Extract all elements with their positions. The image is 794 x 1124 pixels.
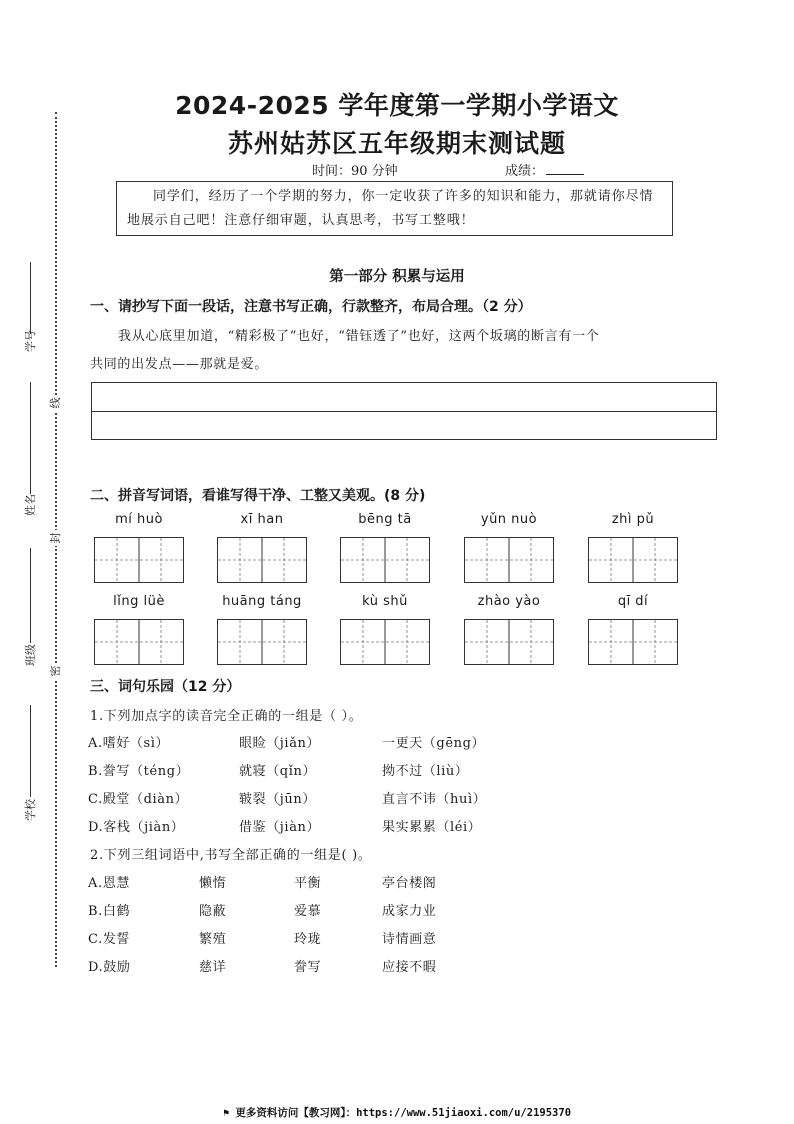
q3-sub2-option: 平衡 bbox=[294, 876, 322, 891]
score-label: 成绩： bbox=[505, 164, 545, 179]
q3-sub2-option: 慈详 bbox=[199, 960, 227, 975]
pinyin-prompt: kù shǔ bbox=[362, 594, 408, 609]
binding-field-class bbox=[18, 548, 42, 670]
writing-grid[interactable] bbox=[217, 619, 307, 665]
pinyin-prompt: yǔn nuò bbox=[480, 512, 538, 527]
q3-sub2-option: 亭台楼阁 bbox=[382, 876, 437, 891]
seal-char-seal: 封 bbox=[47, 530, 63, 546]
score-blank bbox=[546, 162, 584, 175]
q1-passage-line1: 我从心底里加道，“精彩极了”也好，“错钰透了”也好，这两个坂璃的断言有一个 bbox=[118, 329, 600, 344]
pinyin-prompt: zhì pǔ bbox=[611, 512, 655, 527]
writing-grid[interactable] bbox=[588, 619, 678, 665]
q3-sub2-option: 应接不暇 bbox=[382, 960, 437, 975]
pinyin-prompt: mí huò bbox=[115, 512, 163, 527]
footer-text: 更多资料访问【教习网】：https://www.51jiaoxi.com/u/2195370 bbox=[235, 1107, 572, 1119]
pinyin-prompt: bēng tā bbox=[358, 512, 412, 527]
q1-passage-line2: 共同的出发点——那就是爱。 bbox=[90, 357, 269, 372]
writing-grid[interactable] bbox=[340, 619, 430, 665]
flag-icon: ⚑ bbox=[222, 1108, 229, 1119]
writing-grid[interactable] bbox=[588, 537, 678, 583]
time-label: 时间：90 分钟 bbox=[312, 164, 398, 179]
label-school: 学校 bbox=[24, 799, 37, 821]
q3-sub2-option: 爱慕 bbox=[294, 904, 322, 919]
q3-sub2-option: 繁殖 bbox=[199, 932, 227, 947]
q3-sub1-option: B.誊写（téng） bbox=[88, 764, 190, 779]
q3-sub2-option: B.白鹤 bbox=[88, 904, 131, 919]
footer-link[interactable] bbox=[0, 1105, 794, 1120]
q3-sub2-option: 懒惰 bbox=[199, 876, 227, 891]
pinyin-prompt: xī han bbox=[240, 512, 284, 527]
q3-sub2-option: D.鼓励 bbox=[88, 960, 131, 975]
q3-sub1-option: 果实累累（léi） bbox=[382, 820, 482, 835]
writing-grid[interactable] bbox=[217, 537, 307, 583]
q3-sub2-option: A.恩慧 bbox=[88, 876, 130, 891]
seal-char-secret: 密 bbox=[47, 663, 63, 679]
q3-sub1-option: 直言不讳（huì） bbox=[382, 792, 487, 807]
q3-sub1-option: 皲裂（jūn） bbox=[239, 792, 316, 807]
writing-grid[interactable] bbox=[464, 537, 554, 583]
binding-field-name bbox=[18, 382, 42, 522]
copy-writing-box[interactable] bbox=[91, 382, 717, 440]
part1-title: 第一部分 积累与运用 bbox=[329, 269, 465, 285]
intro-box bbox=[116, 181, 673, 236]
q3-heading: 三、词句乐园（12 分） bbox=[90, 679, 241, 695]
q3-sub2-option: 誊写 bbox=[294, 960, 322, 975]
q3-sub1-option: 借鉴（jiàn） bbox=[239, 820, 321, 835]
q2-heading: 二、拼音写词语，看谁写得干净、工整又美观。(8 分) bbox=[90, 488, 426, 504]
exam-title-line1: 2024-2025 学年度第一学期小学语文 bbox=[175, 91, 619, 120]
exam-title-line2: 苏州姑苏区五年级期末测试题 bbox=[227, 129, 566, 158]
writing-grid[interactable] bbox=[464, 619, 554, 665]
writing-grid[interactable] bbox=[94, 619, 184, 665]
seal-char-line: 线 bbox=[47, 395, 63, 411]
q3-sub1-option: A.嗜好（sì） bbox=[88, 736, 170, 751]
label-class: 班级 bbox=[24, 644, 37, 666]
q3-sub2-option: 玲珑 bbox=[294, 932, 322, 947]
pinyin-prompt: zhào yào bbox=[477, 594, 541, 609]
intro-text: 同学们，经历了一个学期的努力，你一定收获了许多的知识和能力，那就请你尽情地展示自己吧！注意仔细审题，认真思考，书写工整哦！ bbox=[127, 189, 654, 228]
q3-sub1-option: 眼睑（jiǎn） bbox=[239, 736, 321, 751]
q3-sub2-option: C.发誓 bbox=[88, 932, 131, 947]
q3-sub1-option: D.客栈（jiàn） bbox=[88, 820, 185, 835]
q3-sub2-stem: 2.下列三组词语中,书写全部正确的一组是( )。 bbox=[90, 848, 372, 863]
q3-sub2-option: 诗情画意 bbox=[382, 932, 437, 947]
q3-sub1-option: 拗不过（liù） bbox=[382, 764, 469, 779]
q3-sub1-option: 一更天（gēng） bbox=[382, 736, 486, 751]
pinyin-prompt: qī dí bbox=[617, 594, 649, 609]
pinyin-prompt: lǐng lüè bbox=[113, 594, 165, 609]
q3-sub2-option: 成家力业 bbox=[382, 904, 437, 919]
q3-sub1-option: 就寝（qǐn） bbox=[239, 764, 317, 779]
q3-sub2-option: 隐蔽 bbox=[199, 904, 227, 919]
q3-sub1-stem: 1.下列加点字的读音完全正确的一组是（ ）。 bbox=[90, 709, 363, 724]
label-student-id: 学号 bbox=[24, 330, 37, 352]
q1-heading: 一、请抄写下面一段话，注意书写正确，行款整齐，布局合理。（2 分） bbox=[90, 299, 532, 315]
q3-sub1-option: C.殿堂（diàn） bbox=[88, 792, 189, 807]
score-field bbox=[505, 160, 584, 179]
label-name: 姓名 bbox=[24, 494, 37, 516]
binding-field-school bbox=[18, 705, 42, 825]
pinyin-prompt: huāng táng bbox=[222, 594, 302, 609]
copy-box-divider bbox=[92, 411, 716, 412]
writing-grid[interactable] bbox=[94, 537, 184, 583]
writing-grid[interactable] bbox=[340, 537, 430, 583]
